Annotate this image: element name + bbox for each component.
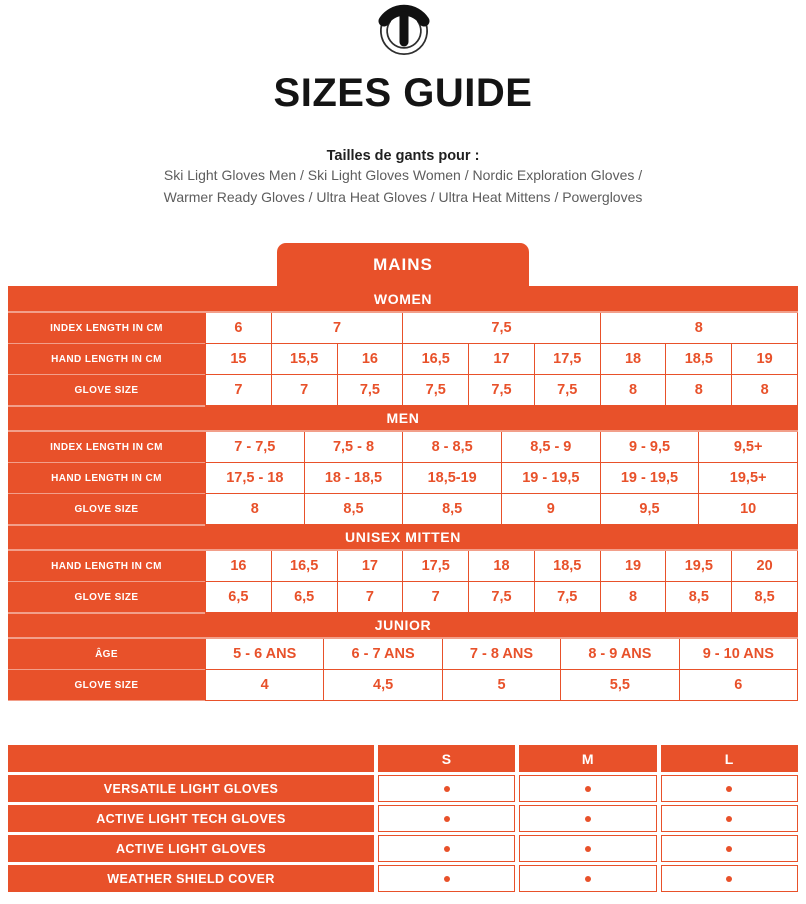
size-cell: 6,5: [206, 582, 271, 612]
size-cell: 8: [601, 375, 666, 405]
size-cell: 8,5: [666, 582, 731, 612]
availability-cell: [378, 835, 515, 862]
availability-cell: [661, 865, 798, 892]
size-cell: 16,5: [272, 551, 337, 581]
row-label: INDEX LENGTH IN CM: [8, 432, 205, 462]
row-label: GLOVE SIZE: [8, 582, 205, 612]
row-label: ÂGE: [8, 639, 205, 669]
size-cell: 9,5: [601, 494, 699, 524]
row-label: HAND LENGTH IN CM: [8, 344, 205, 374]
availability-corner-cell: [8, 745, 374, 772]
intro-block: [0, 148, 806, 208]
size-cell: 7: [403, 582, 468, 612]
availability-cell: [519, 775, 656, 802]
size-cell: 17,5 - 18: [206, 463, 304, 493]
section-junior: [8, 612, 798, 700]
product-row-label: VERSATILE LIGHT GLOVES: [8, 775, 374, 802]
size-cell: 7,5: [403, 375, 468, 405]
size-cell: 10: [699, 494, 797, 524]
size-cell: 18: [469, 551, 534, 581]
section-header-men: MEN: [8, 405, 798, 432]
row-label: HAND LENGTH IN CM: [8, 551, 205, 581]
size-cell: 6: [206, 313, 271, 343]
availability-cell: [378, 805, 515, 832]
availability-cell: [661, 805, 798, 832]
size-cell: 7,5: [403, 313, 599, 343]
size-cell: 16: [206, 551, 271, 581]
availability-dot-icon: [726, 876, 732, 882]
tab-mains[interactable]: MAINS: [277, 243, 529, 286]
availability-cell: [378, 865, 515, 892]
row-label: GLOVE SIZE: [8, 670, 205, 700]
size-cell: 7,5: [469, 375, 534, 405]
availability-cell: [378, 775, 515, 802]
size-cell: 19 - 19,5: [601, 463, 699, 493]
section-unisex-mitten: [8, 524, 798, 612]
size-cell: 6: [680, 670, 797, 700]
availability-dot-icon: [726, 846, 732, 852]
size-cell: 8,5: [305, 494, 403, 524]
availability-dot-icon: [444, 876, 450, 882]
size-cell: 7,5: [338, 375, 403, 405]
size-cell: 19 - 19,5: [502, 463, 600, 493]
size-cell: 18,5-19: [403, 463, 501, 493]
availability-dot-icon: [444, 816, 450, 822]
availability-dot-icon: [726, 816, 732, 822]
size-cell: 4,5: [324, 670, 441, 700]
availability-cell: [661, 835, 798, 862]
availability-dot-icon: [585, 816, 591, 822]
size-cell: 16,5: [403, 344, 468, 374]
availability-dot-icon: [444, 846, 450, 852]
size-column-header-s: S: [378, 745, 515, 772]
size-cell: 7,5 - 8: [305, 432, 403, 462]
section-header-unisex-mitten: UNISEX MITTEN: [8, 524, 798, 551]
row-label: INDEX LENGTH IN CM: [8, 313, 205, 343]
row-label: HAND LENGTH IN CM: [8, 463, 205, 493]
size-cell: 8: [666, 375, 731, 405]
size-cell: 7: [206, 375, 271, 405]
size-cell: 7 - 7,5: [206, 432, 304, 462]
thermic-logo-icon: [365, 3, 441, 59]
size-cell: 16: [338, 344, 403, 374]
size-cell: 8,5: [732, 582, 797, 612]
size-cell: 5,5: [561, 670, 678, 700]
size-cell: 5 - 6 ANS: [206, 639, 323, 669]
size-cell: 9: [502, 494, 600, 524]
size-cell: 9,5+: [699, 432, 797, 462]
availability-cell: [661, 775, 798, 802]
size-cell: 6,5: [272, 582, 337, 612]
size-cell: 19: [601, 551, 666, 581]
size-cell: 17,5: [403, 551, 468, 581]
size-cell: 19: [732, 344, 797, 374]
row-label: GLOVE SIZE: [8, 494, 205, 524]
intro-heading: Tailles de gants pour :: [326, 148, 480, 164]
size-cell: 8: [601, 313, 797, 343]
size-cell: 5: [443, 670, 560, 700]
size-cell: 15: [206, 344, 271, 374]
size-cell: 7,5: [535, 582, 600, 612]
size-cell: 18 - 18,5: [305, 463, 403, 493]
intro-products-line-2: Warmer Ready Gloves / Ultra Heat Gloves / Ultra Heat Mittens / Powergloves: [163, 189, 643, 205]
row-label: GLOVE SIZE: [8, 375, 205, 405]
section-men: [8, 405, 798, 524]
size-cell: 7: [272, 375, 337, 405]
sizes-table: [8, 286, 798, 701]
section-women: [8, 286, 798, 405]
size-column-header-l: L: [661, 745, 798, 772]
product-row-label: WEATHER SHIELD COVER: [8, 865, 374, 892]
size-cell: 18,5: [666, 344, 731, 374]
availability-dot-icon: [585, 786, 591, 792]
size-cell: 20: [732, 551, 797, 581]
product-row-label: ACTIVE LIGHT GLOVES: [8, 835, 374, 862]
size-cell: 8: [732, 375, 797, 405]
product-row-label: ACTIVE LIGHT TECH GLOVES: [8, 805, 374, 832]
availability-dot-icon: [726, 786, 732, 792]
size-cell: 18: [601, 344, 666, 374]
availability-dot-icon: [585, 876, 591, 882]
size-cell: 7,5: [469, 582, 534, 612]
section-header-women: WOMEN: [8, 286, 798, 313]
availability-cell: [519, 835, 656, 862]
size-cell: 8,5: [403, 494, 501, 524]
size-cell: 8: [601, 582, 666, 612]
size-cell: 17: [338, 551, 403, 581]
availability-dot-icon: [444, 786, 450, 792]
size-cell: 19,5: [666, 551, 731, 581]
section-header-junior: JUNIOR: [8, 612, 798, 639]
page-title: SIZES GUIDE: [273, 71, 533, 115]
size-cell: 8 - 8,5: [403, 432, 501, 462]
size-cell: 19,5+: [699, 463, 797, 493]
size-cell: 8: [206, 494, 304, 524]
size-cell: 7: [272, 313, 403, 343]
size-cell: 17: [469, 344, 534, 374]
availability-dot-icon: [585, 846, 591, 852]
size-cell: 4: [206, 670, 323, 700]
size-cell: 7: [338, 582, 403, 612]
availability-cell: [519, 805, 656, 832]
size-cell: 15,5: [272, 344, 337, 374]
size-cell: 8,5 - 9: [502, 432, 600, 462]
availability-cell: [519, 865, 656, 892]
logo-container: [0, 0, 806, 59]
size-cell: 7,5: [535, 375, 600, 405]
intro-products-line-1: Ski Light Gloves Men / Ski Light Gloves Women / Nordic Exploration Gloves /: [163, 167, 643, 183]
size-cell: 18,5: [535, 551, 600, 581]
size-cell: 17,5: [535, 344, 600, 374]
size-cell: 7 - 8 ANS: [443, 639, 560, 669]
size-cell: 9 - 10 ANS: [680, 639, 797, 669]
size-column-header-m: M: [519, 745, 656, 772]
size-cell: 8 - 9 ANS: [561, 639, 678, 669]
size-cell: 6 - 7 ANS: [324, 639, 441, 669]
size-cell: 9 - 9,5: [601, 432, 699, 462]
availability-table: [8, 745, 798, 892]
